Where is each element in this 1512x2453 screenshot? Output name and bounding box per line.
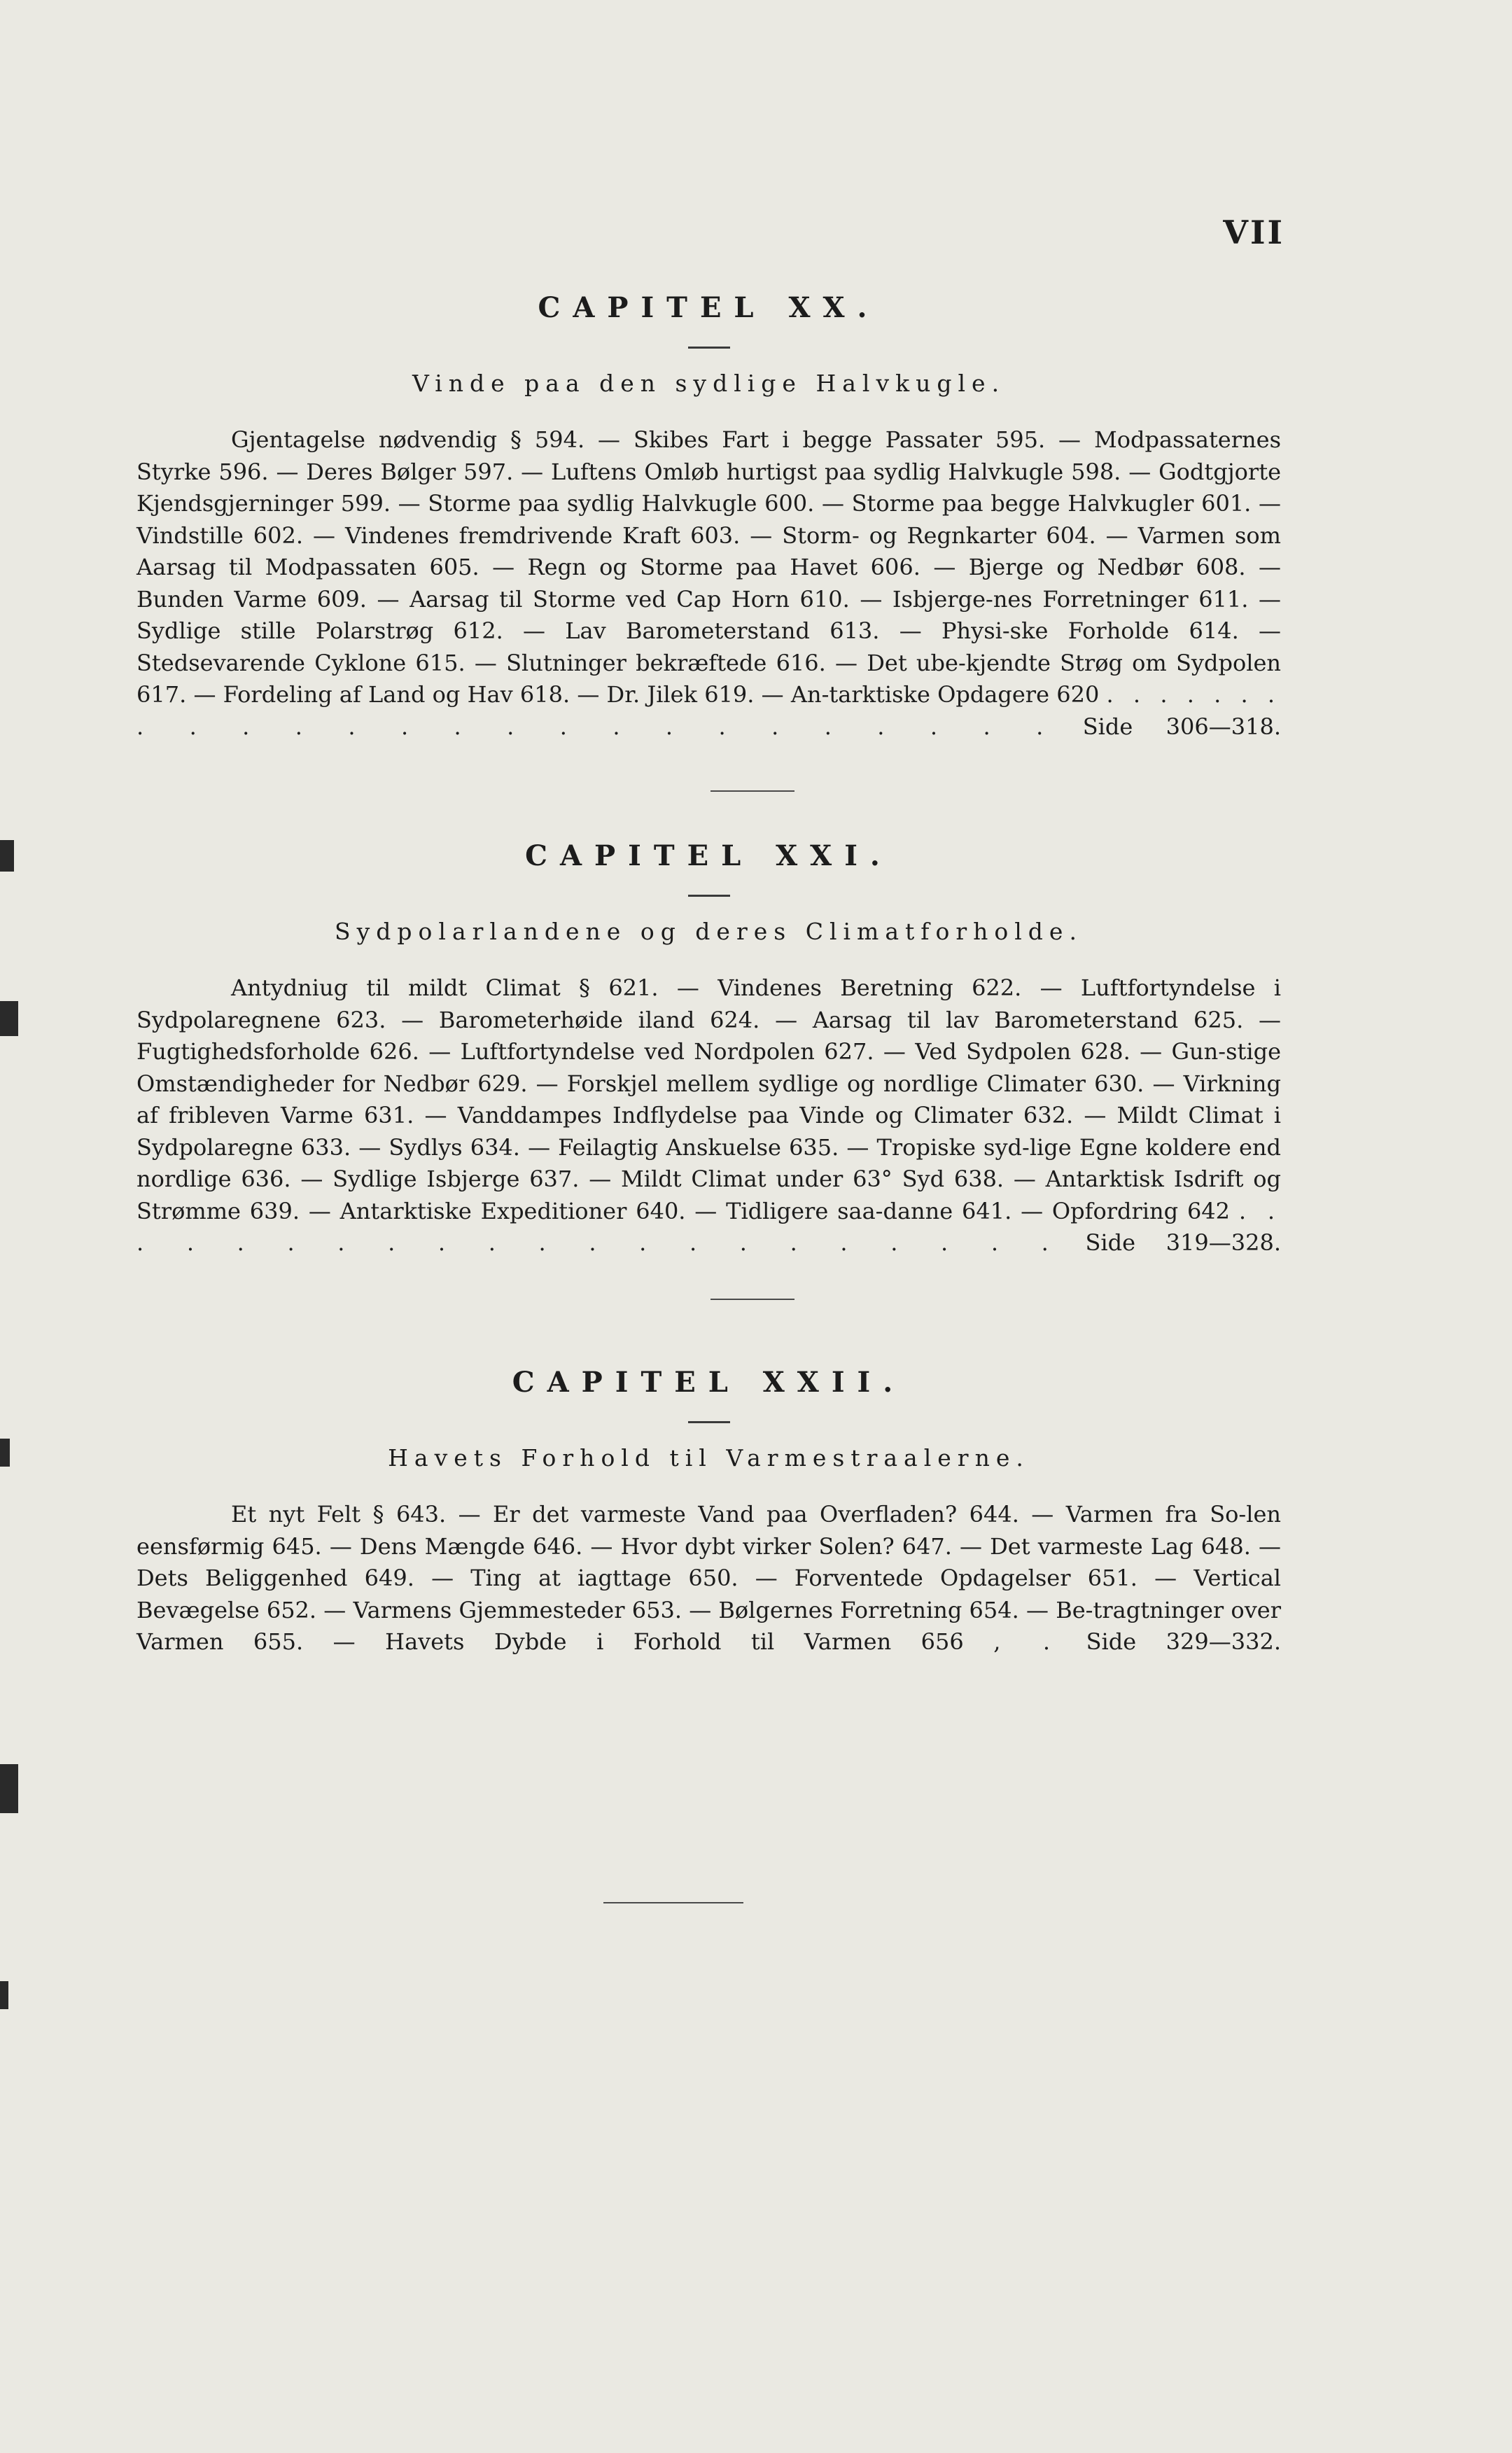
chapter-heading: CAPITEL XX. — [538, 291, 880, 324]
chapter-subtitle: Havets Forhold til Varmestraalerne. — [388, 1444, 1030, 1472]
chapter-summary — [136, 972, 1281, 1259]
page-range: Side 306—318. — [1082, 713, 1282, 740]
summary-text: Gjentagelse nødvendig § 594. — Skibes Fart i begge Passater 595. — Modpassaternes Styrke 596. — Deres Bølger 597. — Luftens Omløb hurtigst paa sydlig Halvkugle 598. — Godtgjorte Kjendsgjerninger 599. — Storme paa sydlig Halvkugle 600. — Storme paa begge Halvkugler 601. — Vindstille 602. — Vindenes fremdrivende Kraft 603. — Storm- og Regnkarter 604. — Varmen som Aarsag til Modpassaten 605. — Regn og Storme paa Havet 606. — Bjerge og Nedbør 608. — Bunden Varme 609. — Aarsag til Storme ved Cap Horn 610. — Isbjerge-nes Forretninger 611. — Sydlige stille Polarstrøg 612. — Lav Barometerstand 613. — Physi-ske Forholde 614. — Stedsevarende Cyklone 615. — Slutninger bekræftede 616. — Det ube-kjendte Strøg om Sydpolen 617. — Fordeling af Land og Hav 618. — Dr. Jilek 619. — An-tarktiske Opdagere 620 — [136, 426, 1281, 708]
heading-rule — [688, 347, 730, 349]
chapter-subtitle: Sydpolarlandene og deres Climatforholde. — [335, 918, 1083, 945]
chapter-xx — [136, 291, 1281, 743]
page-range: Side 319—328. — [1085, 1229, 1282, 1256]
summary-text: Antydniug til mildt Climat § 621. — Vindenes Beretning 622. — Luftfortyndelse i Sydpolaregnene 623. — Barometerhøide iland 624. — Aarsag til lav Barometerstand 625. — Fugtighedsforholde 626. — Luftfortyndelse ved Nordpolen 627. — Ved Sydpolen 628. — Gun-stige Omstændigheder for Nedbør 629. — Forskjel mellem sydlige og nordlige Climater 630. — Virkning af fribleven Varme 631. — Vanddampes Indflydelse paa Vinde og Climater 632. — Mildt Climat i Sydpolaregne 633. — Sydlys 634. — Feilagtig Anskuelse 635. — Tropiske syd-lige Egne koldere end nordlige 636. — Sydlige Isbjerge 637. — Mildt Climat under 63° Syd 638. — Antarktisk Isdrift og Strømme 639. — Antarktiske Expeditioner 640. — Tidligere saa-danne 641. — Opfordring 642 — [136, 974, 1281, 1224]
heading-rule — [688, 1421, 730, 1423]
section-divider — [710, 790, 794, 792]
chapter-xxi — [136, 839, 1281, 1259]
section-divider — [710, 1299, 794, 1300]
page-edge-shadow — [0, 1764, 18, 1813]
dot-leader: , . — [993, 1628, 1057, 1655]
chapter-xxii — [136, 1365, 1281, 1658]
dot-leader: . . . . . . . . . . . . . . . . . . . . . — [136, 1197, 1282, 1256]
chapter-summary — [136, 1499, 1281, 1658]
page-edge-shadow — [0, 1001, 18, 1036]
page-range: Side 329—332. — [1086, 1628, 1282, 1655]
summary-text: Et nyt Felt § 643. — Er det varmeste Vand paa Overfladen? 644. — Varmen fra So-len eensførmig 645. — Dens Mængde 646. — Hvor dybt virker Solen? 647. — Det varmeste Lag 648. — Dets Beliggenhed 649. — Ting at iagttage 650. — Forventede Opdagelser 651. — Vertical Bevægelse 652. — Varmens Gjemmesteder 653. — Bølgernes Forretning 654. — Be-tragtninger over Varmen 655. — Havets Dybde i Forhold til Varmen 656 — [136, 1501, 1281, 1655]
dot-leader: . . . . . . . . . . . . . . . . . . . . . . . . . — [136, 681, 1282, 740]
page-edge-shadow — [0, 1981, 8, 2009]
chapter-summary — [136, 424, 1281, 743]
page-number: VII — [1223, 214, 1284, 251]
heading-rule — [688, 895, 730, 897]
chapter-heading: CAPITEL XXI. — [525, 839, 892, 872]
chapter-heading: CAPITEL XXII. — [512, 1366, 906, 1399]
chapter-subtitle: Vinde paa den sydlige Halvkugle. — [412, 370, 1006, 397]
end-divider — [603, 1902, 743, 1903]
page-edge-shadow — [0, 840, 14, 872]
page-edge-shadow — [0, 1439, 10, 1467]
